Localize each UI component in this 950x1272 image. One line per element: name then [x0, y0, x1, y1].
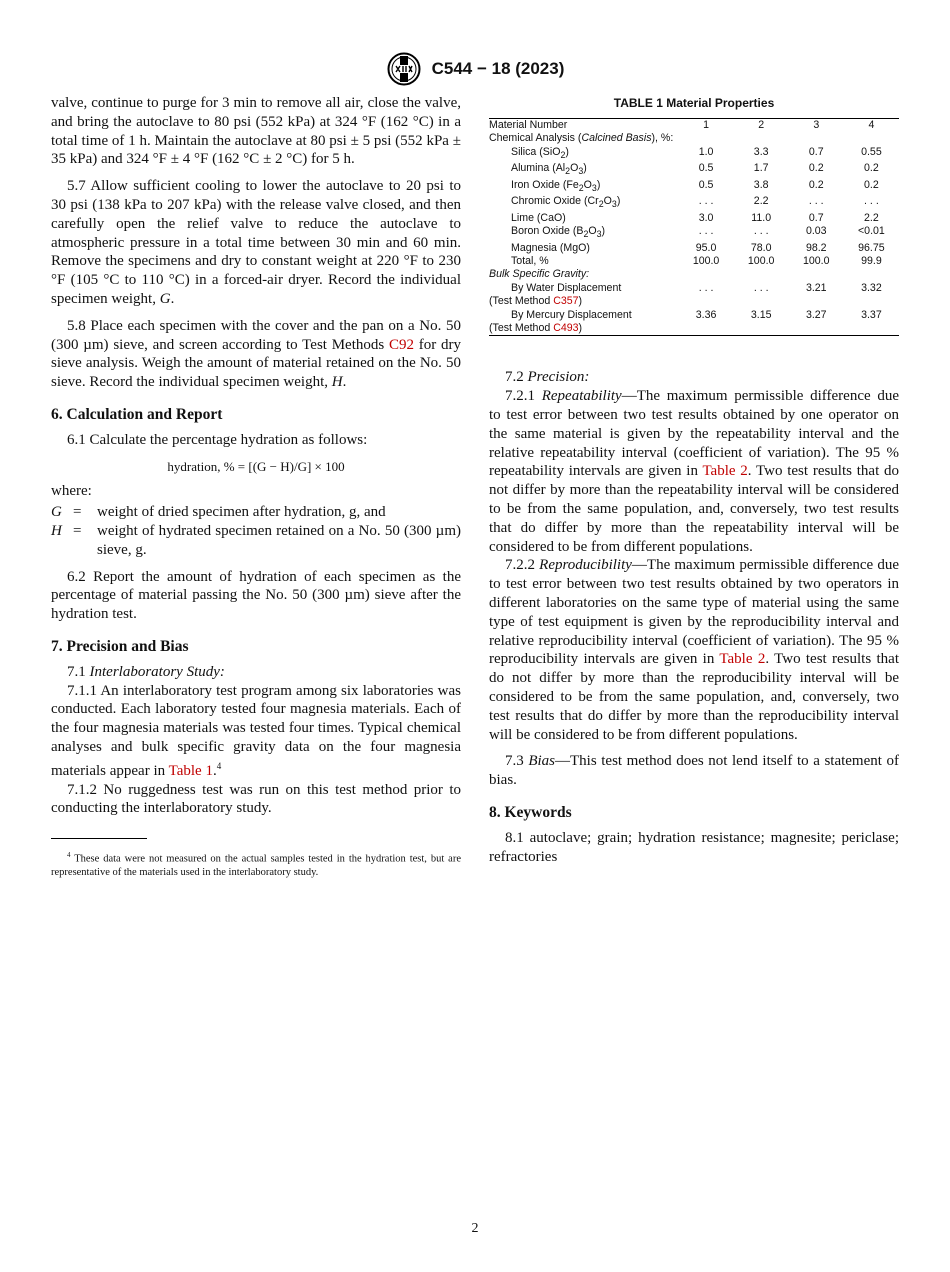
right-column [489, 94, 899, 874]
table-header-row: Material Number 1 2 3 4 [489, 118, 875, 131]
table-row: Total, % 100.0 100.0 100.0 99.9 [511, 255, 882, 267]
section-7-heading: 7. Precision and Bias [51, 637, 189, 655]
paragraph-7-1-1: 7.1.1 An interlaboratory test program among six laboratories was conducted. Each laboratory tested four magnesia materials. Each of the four magnesia materials was tested four times. Typical chemical analyses and bulk specific gravity data on the four magnesia materials appear in Table 1.$^4$ [51, 682, 461, 779]
table-row: Lime (CaO) 3.0 11.0 0.7 2.2 [511, 211, 879, 224]
table-row: Silica (SiO$_2$) 1.0 3.3 0.7 0.55 [511, 145, 882, 160]
definition-g: G = weight of dried specimen after hydration, g, and [51, 504, 386, 521]
section-6-heading: 6. Calculation and Report [51, 405, 223, 423]
page-header [0, 52, 950, 86]
table-row: (Test Method C357) [489, 295, 583, 308]
paragraph-6-1: 6.1 Calculate the percentage hydration as follows: [67, 431, 368, 448]
bulk-specific-gravity-label-row: Bulk Specific Gravity: [489, 268, 590, 281]
paragraph-7-1-2: 7.1.2 No ruggedness test was run on this test method prior to conducting the interlaboratory study. [51, 781, 461, 817]
paragraph-8-1: 8.1 autoclave; grain; hydration resistance; magnesite; periclase; refractories [489, 829, 899, 865]
paragraph-7-2: 7.2 Precision: [505, 369, 590, 386]
table-row: Iron Oxide $(Fe_2O_3)$ 0.5 3.8 0.2 0.2 [511, 178, 879, 193]
ref-table-2-link[interactable]: Table 2 [702, 463, 748, 480]
table-row: Magnesia (MgO) 95.0 78.0 98.2 96.75 [511, 241, 885, 254]
paragraph-5-8: 5.8 Place each specimen with the cover and the pan on a No. 50 (300 µm) sieve, and screen according to Test Methods C92 for dry sieve analysis. Weigh the amount of material retained on the No. 50 sieve. Record the individual specimen weight, H. [51, 317, 461, 391]
section-8-heading: 8. Keywords [489, 803, 572, 821]
paragraph-7-1: 7.1 Interlaboratory Study: [67, 663, 225, 680]
paragraph-7-2-2: 7.2.2 Reproducibility—The maximum permissible difference due to test error between two test results obtained by two operators in different laboratories on the same type of material using the same type of test equipment is given by the reproducibility interval and relative reproducibility interval (coefficient of variation). The 95 % reproducibility intervals are given in Table 2. Two test results that do not differ by more than the reproducibility interval will be considered to be from the same population, and, conversely, two test results that do differ by more than the reproducibility interval will be considered to be from different populations. [489, 557, 899, 743]
left-column [51, 94, 461, 880]
table-row: By Mercury Displacement 3.36 3.15 3.27 3.37 [511, 308, 882, 321]
ref-c493-link[interactable]: C493 [553, 322, 579, 335]
ref-table-1-link[interactable]: Table 1 [168, 762, 213, 779]
footnote-divider [51, 838, 147, 839]
hydration-formula: hydration, % = [(G − H)/G] × 100 [167, 458, 345, 474]
material-properties-table [489, 118, 899, 337]
paragraph-7-2-1: 7.2.1 Repeatability—The maximum permissible difference due to test error between two test results obtained by one operator on the same material is given by the repeatability interval and the relative repeatability interval (coefficient of variation). The 95 % repeatability intervals are given in Table 2. Two test results that do not differ by more than the repeatability interval will be considered to be from the same population, and, conversely, two test results that do differ by more than the repeatability interval will be considered to be from different populations. [489, 388, 900, 555]
where-label: where: [51, 483, 92, 500]
table-1-title: TABLE 1 Material Properties [613, 96, 775, 110]
chemical-analysis-label-row: Chemical Analysis (Calcined Basis), %: [489, 132, 674, 145]
table-row: By Water Displacement . . . . . . 3.21 3.32 [511, 281, 882, 294]
page-number: 2 [471, 1221, 479, 1236]
paragraph-5-7: 5.7 Allow sufficient cooling to lower the autoclave to 20 psi to 30 psi (138 kPa to 207 kPa) with the release valve closed, and then carefully open the relief valve to reduce the autoclave to atmospheric pressure in a total time between 30 min and 60 min. Remove the specimens and dry to constant weight at 220 °F to 230 °F (105 °C to 110 °C) in a forced-air dryer. Record the individual specimen weight, G. [51, 178, 461, 307]
paragraph-6-2: 6.2 Report the amount of hydration of each specimen as the percentage of material passing the No. 50 (300 µm) sieve after the hydration test. [51, 568, 461, 623]
ref-c357-link[interactable]: C357 [553, 295, 579, 308]
table-row: Boron Oxide $(B_2O_3)$ . . . . . . 0.03 <0.01 [511, 225, 885, 240]
definition-h: H = weight of hydrated specimen retained on a No. 50 (300 µm) sieve, g. [51, 522, 461, 558]
standard-designation: C544 − 18 (2023) [431, 59, 565, 78]
paragraph-7-3: 7.3 Bias—This test method does not lend itself to a statement of bias. [489, 753, 899, 789]
ref-c92-link[interactable]: C92 [388, 336, 414, 353]
footnote-4: $^4$ These data were not measured on the actual samples tested in the hydration test, but are representative of the materials used in the interlaboratory study. [51, 851, 461, 879]
table-row: Alumina $(Al_2O_3)$ 0.5 1.7 0.2 0.2 [511, 162, 879, 177]
table-row: (Test Method C493) [489, 322, 583, 335]
paragraph-5-6-continued: valve, continue to purge for 3 min to remove all air, close the valve, and bring the autoclave to 80 psi (552 kPa) at 324 °F (162 °C) in a total time of 1 h. Maintain the autoclave at 80 psi ± 5 psi (552 kPa ± 35 kPa) and 324 °F ± 4 °F (162 °C ± 2 °C) for 5 h. [51, 95, 461, 168]
ref-table-2-link[interactable]: Table 2 [719, 651, 766, 668]
astm-logo-icon [386, 52, 422, 86]
table-row: Chromic Oxide $(Cr_2O_3)$ . . . 2.2 . . . . . . [511, 195, 879, 210]
